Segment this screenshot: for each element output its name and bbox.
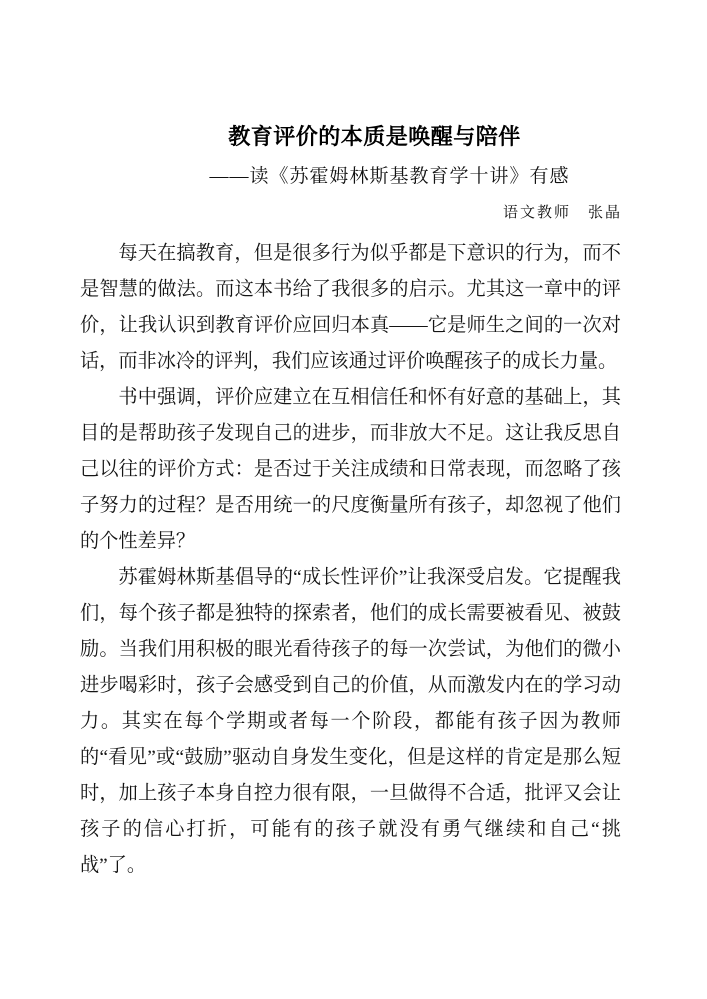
- document-subtitle: ——读《苏霍姆林斯基教育学十讲》有感: [209, 166, 570, 187]
- document-body: [80, 236, 621, 884]
- paragraph-3: 苏霍姆林斯基倡导的“成长性评价”让我深受启发。它提醒我们，每个孩子都是独特的探索者，他们的成长需要被看见、被鼓励。当我们用积极的眼光看待孩子的每一次尝试，为他们的微小进步喝彩时，孩子会感受到自己的价值，从而激发内在的学习动力。其实在每个学期或者每一个阶段，都能有孩子因为教师的“看见”或“鼓励”驱动自身发生变化，但是这样的肯定是那么短时，加上孩子本身自控力很有限，一旦做得不合适，批评又会让孩子的信心打折，可能有的孩子就没有勇气继续和自己“挑战”了。: [80, 567, 621, 876]
- paragraph-1: 每天在搞教育，但是很多行为似乎都是下意识的行为，而不是智慧的做法。而这本书给了我很多的启示。尤其这一章中的评价，让我认识到教育评价应回归本真——它是师生之间的一次对话，而非冰冷的评判，我们应该通过评价唤醒孩子的成长力量。: [80, 243, 621, 372]
- document-byline: 语文教师 张晶: [502, 205, 622, 221]
- document-title: 教育评价的本质是唤醒与陪伴: [228, 124, 521, 149]
- paragraph-2: 书中强调，评价应建立在互相信任和怀有好意的基础上，其目的是帮助孩子发现自己的进步，而非放大不足。这让我反思自己以往的评价方式：是否过于关注成绩和日常表现，而忽略了孩子努力的过程？是否用统一的尺度衡量所有孩子，却忽视了他们的个性差异？: [80, 387, 621, 552]
